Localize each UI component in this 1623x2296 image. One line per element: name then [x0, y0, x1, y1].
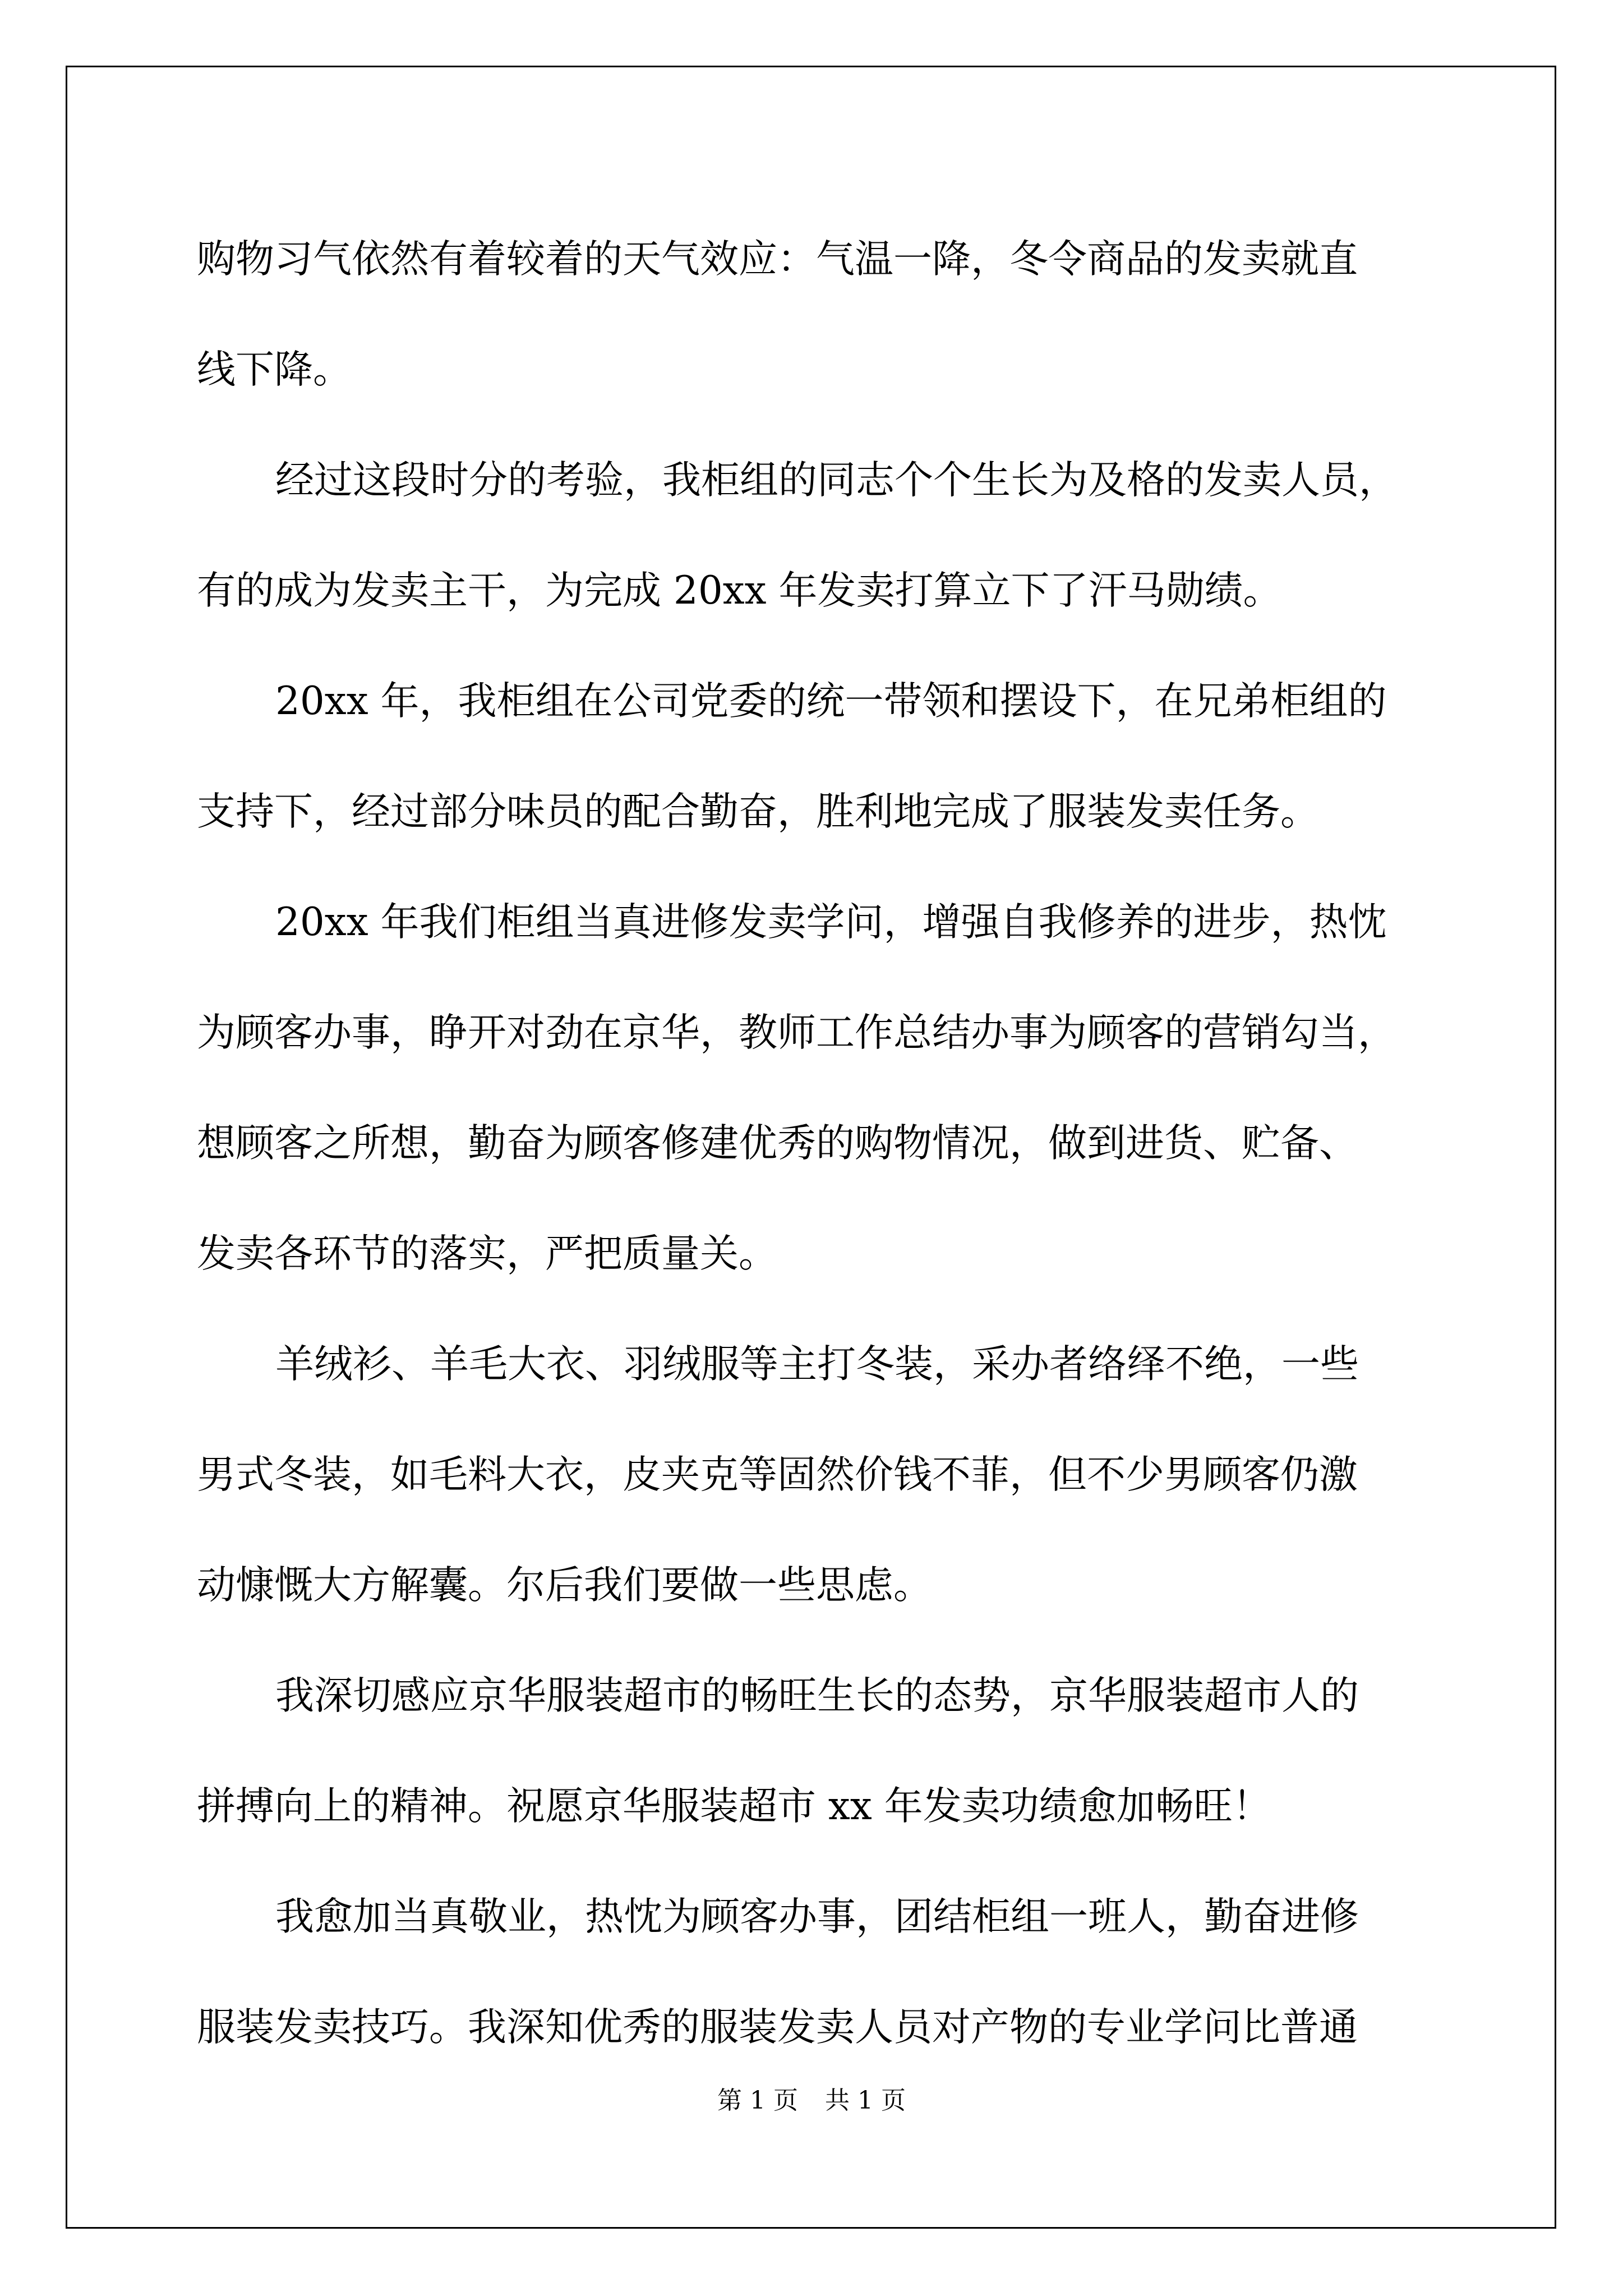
text-line: 拼搏向上的精神。祝愿京华服装超市 xx 年发卖功绩愈加畅旺！	[197, 1784, 1271, 1829]
text-line: 羊绒衫、羊毛大衣、羽绒服等主打冬装，采办者络绎不绝，一些	[275, 1342, 1359, 1387]
text-line: 经过这段时分的考验，我柜组的同志个个生长为及格的发卖人员，	[275, 458, 1398, 503]
text-line: 发卖各环节的落实，严把质量关。	[197, 1231, 777, 1276]
page-footer	[0, 2084, 1623, 2118]
text-line: 服装发卖技巧。我深知优秀的服装发卖人员对产物的专业学问比普通	[197, 2005, 1358, 2050]
page-number-current: 第 1 页	[717, 2086, 798, 2115]
text-line: 想顾客之所想，勤奋为顾客修建优秀的购物情况，做到进货、贮备、	[197, 1121, 1358, 1166]
text-line: 我深切感应京华服装超市的畅旺生长的态势，京华服装超市人的	[275, 1673, 1359, 1718]
page-number-total: 共 1 页	[825, 2086, 906, 2115]
text-line: 男式冬装，如毛料大衣，皮夹克等固然价钱不菲，但不少男顾客仍激	[197, 1452, 1358, 1497]
text-line: 支持下，经过部分味员的配合勤奋，胜利地完成了服装发卖任务。	[197, 789, 1319, 834]
text-line: 线下降。	[197, 347, 352, 392]
text-line: 有的成为发卖主干，为完成 20xx 年发卖打算立下了汗马勋绩。	[197, 568, 1282, 613]
text-line: 动慷慨大方解囊。尔后我们要做一些思虑。	[197, 1563, 932, 1608]
document-body	[197, 204, 1436, 2083]
text-line: 为顾客办事，睁开对劲在京华，教师工作总结办事为顾客的营销勾当，	[197, 1010, 1396, 1055]
text-line: 20xx 年我们柜组当真进修发卖学问，增强自我修养的进步，热忱	[275, 900, 1387, 945]
text-line: 购物习气依然有着较着的天气效应：气温一降，冬令商品的发卖就直	[197, 237, 1358, 282]
text-line: 20xx 年，我柜组在公司党委的统一带领和摆设下，在兄弟柜组的	[275, 679, 1387, 724]
text-line: 我愈加当真敬业，热忱为顾客办事，团结柜组一班人，勤奋进修	[275, 1894, 1359, 1939]
